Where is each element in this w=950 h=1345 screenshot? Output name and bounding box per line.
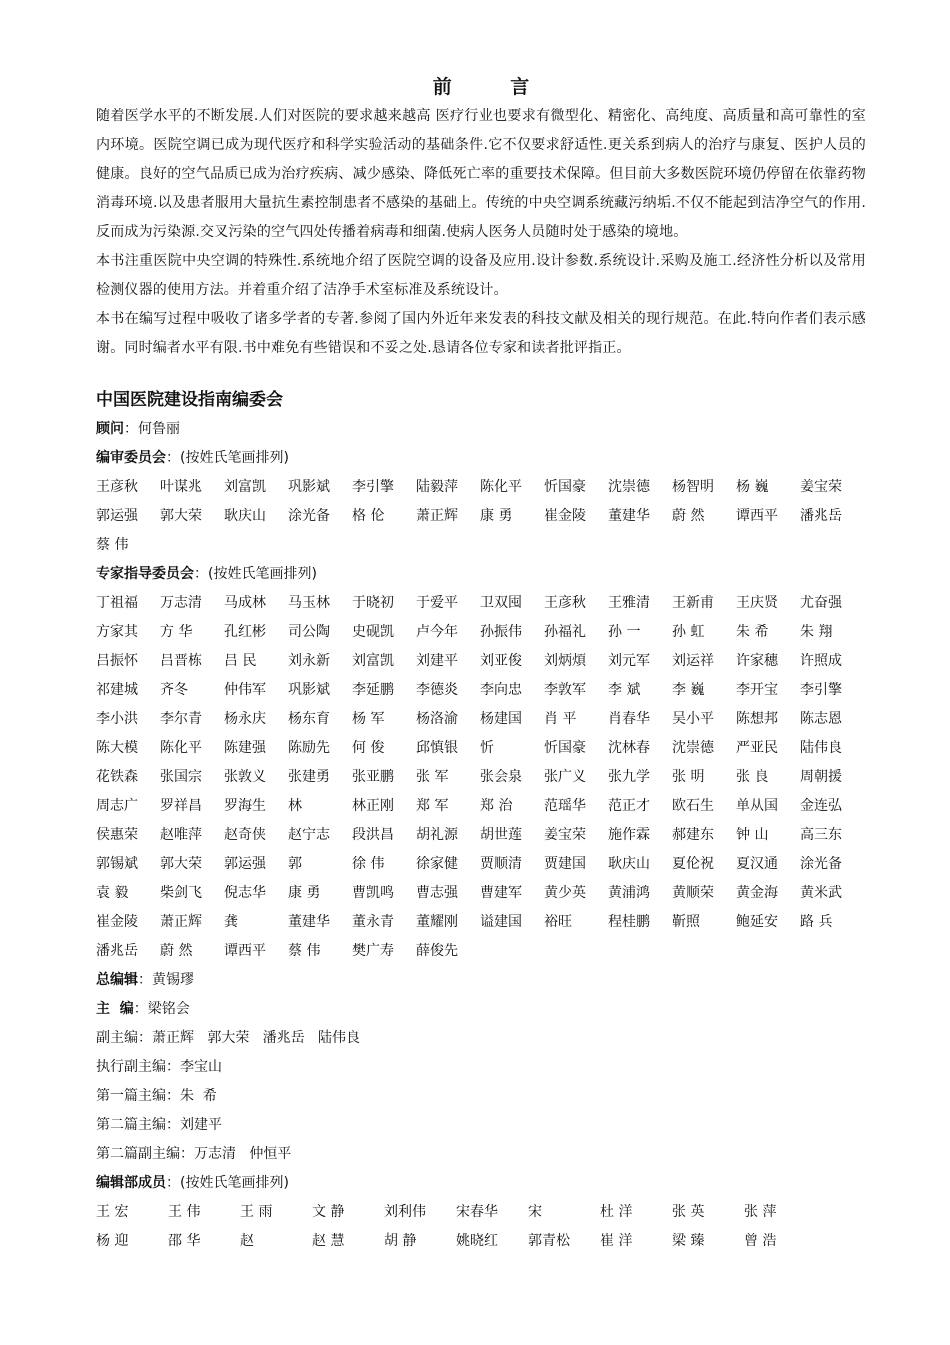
expert-committee-label: 专家指导委员会 (96, 566, 194, 582)
editor-line (96, 995, 866, 1024)
member-name: 沈崇德 (608, 479, 650, 495)
member-name: 赵宁志 (288, 827, 330, 843)
member-name: 高三东 (800, 827, 842, 843)
chief-editor-name: ：黄锡璆 (138, 972, 194, 988)
member-name: 蔡 伟 (288, 943, 321, 959)
member-name: 袁 毅 (96, 885, 129, 901)
member-name: 肖 平 (544, 711, 577, 727)
member-name: 姜宝荣 (800, 479, 842, 495)
member-name: 陈励先 (288, 740, 330, 756)
member-name: 黄顺荣 (672, 885, 714, 901)
member-name: 方家其 (96, 624, 138, 640)
part1-editor-name: ：朱 希 (166, 1088, 217, 1104)
member-name: 宋 (528, 1204, 542, 1220)
member-name: 沈林春 (608, 740, 650, 756)
exec-deputy-name: ：李宝山 (166, 1059, 222, 1075)
member-name: 孙福礼 (544, 624, 586, 640)
expert-member-list (96, 589, 866, 966)
member-name: 董建华 (608, 508, 650, 524)
member-name: 李 斌 (608, 682, 641, 698)
member-name: 姚晓红 (456, 1233, 498, 1249)
member-name: 康 勇 (480, 508, 513, 524)
member-name: 陈志恩 (800, 711, 842, 727)
part2-deputy-line (96, 1140, 866, 1169)
member-name: 陈建强 (224, 740, 266, 756)
member-name: 周朝援 (800, 769, 842, 785)
member-name: 崔金陵 (544, 508, 586, 524)
member-name: 杨 巍 (736, 479, 769, 495)
member-name: 陈想邦 (736, 711, 778, 727)
member-name: 陆毅萍 (416, 479, 458, 495)
member-name: 尤奋强 (800, 595, 842, 611)
part2-editor-line (96, 1111, 866, 1140)
member-name: 宋春华 (456, 1204, 498, 1220)
member-name: 吴小平 (672, 711, 714, 727)
member-name: 李小洪 (96, 711, 138, 727)
member-name: 郭大荣 (160, 856, 202, 872)
member-name: 施作霖 (608, 827, 650, 843)
member-name: 徐家健 (416, 856, 458, 872)
member-name: 林 (288, 798, 302, 814)
member-name: 萧正辉 (416, 508, 458, 524)
chief-editor-label: 总编辑 (96, 972, 138, 988)
member-name: 董耀刚 (416, 914, 458, 930)
member-name: 陆伟良 (800, 740, 842, 756)
member-name: 杨 军 (352, 711, 385, 727)
staff-note: ：(按姓氏笔画排列) (166, 1175, 289, 1191)
member-name: 刘永新 (288, 653, 330, 669)
member-name: 王新甫 (672, 595, 714, 611)
preface-paragraph: 本书在编写过程中吸收了诸多学者的专著.参阅了国内外近年来发表的科技文献及相关的现行规范。在此.特向作者们表示感谢。同时编者水平有限.书中难免有些错误和不妥之处.恳请各位专家和读者批评指正。 (96, 311, 866, 356)
member-name: 董建华 (288, 914, 330, 930)
member-name: 朱 希 (736, 624, 769, 640)
member-name: 胡 静 (384, 1233, 417, 1249)
member-name: 王 雨 (240, 1204, 273, 1220)
member-name: 李敦军 (544, 682, 586, 698)
member-name: 李引擎 (352, 479, 394, 495)
member-name: 卫双囤 (480, 595, 522, 611)
member-name: 邵 华 (168, 1233, 201, 1249)
member-name: 欧石生 (672, 798, 714, 814)
expert-committee-note: ：(按姓氏笔画排列) (194, 566, 317, 582)
member-name: 龚 (224, 914, 238, 930)
member-name: 忻国豪 (544, 740, 586, 756)
advisor-name: ：何鲁丽 (124, 421, 180, 437)
member-name: 裕旺 (544, 914, 572, 930)
member-name: 郑 军 (416, 798, 449, 814)
member-name: 孔红彬 (224, 624, 266, 640)
member-name: 郭青松 (528, 1233, 570, 1249)
member-name: 吕 民 (224, 653, 257, 669)
member-name: 蔡 伟 (96, 537, 129, 553)
member-name: 王 宏 (96, 1204, 129, 1220)
member-name: 曹凯鸣 (352, 885, 394, 901)
committee-title: 中国医院建设指南编委会 (96, 390, 283, 410)
member-name: 黄浦鸿 (608, 885, 650, 901)
member-name: 程桂鹏 (608, 914, 650, 930)
member-name: 赵 (240, 1233, 254, 1249)
member-name: 陈化平 (480, 479, 522, 495)
member-name: 曾 浩 (744, 1233, 777, 1249)
member-name: 张 军 (416, 769, 449, 785)
member-name: 文 静 (312, 1204, 345, 1220)
preface-text (96, 102, 866, 363)
exec-deputy-label: 执行副主编 (96, 1059, 166, 1075)
member-name: 丁祖福 (96, 595, 138, 611)
member-name: 薛俊先 (416, 943, 458, 959)
member-name: 耿庆山 (224, 508, 266, 524)
member-name: 崔金陵 (96, 914, 138, 930)
member-name: 涂光备 (800, 856, 842, 872)
member-name: 于晓初 (352, 595, 394, 611)
chief-editor-line (96, 966, 866, 995)
member-name: 贾顺清 (480, 856, 522, 872)
preface-title: 前 言 (432, 76, 556, 98)
member-name: 王彦秋 (544, 595, 586, 611)
member-name: 孙 一 (608, 624, 641, 640)
member-name: 花铁森 (96, 769, 138, 785)
member-name: 马玉林 (288, 595, 330, 611)
member-name: 李延鹏 (352, 682, 394, 698)
member-name: 杨东育 (288, 711, 330, 727)
part2-deputy-label: 第二篇副主编 (96, 1146, 180, 1162)
member-name: 金连弘 (800, 798, 842, 814)
member-name: 曹志强 (416, 885, 458, 901)
member-name: 周志广 (96, 798, 138, 814)
member-name: 靳照 (672, 914, 700, 930)
member-name: 刘富凯 (224, 479, 266, 495)
member-name: 卢今年 (416, 624, 458, 640)
member-name: 史砚凯 (352, 624, 394, 640)
part1-editor-label: 第一篇主编 (96, 1088, 166, 1104)
member-name: 曹建军 (480, 885, 522, 901)
member-name: 刘炳煩 (544, 653, 586, 669)
member-name: 侯惠荣 (96, 827, 138, 843)
expert-committee-heading (96, 560, 866, 589)
member-name: 巩影斌 (288, 682, 330, 698)
member-name: 李德炎 (416, 682, 458, 698)
member-name: 刘运祥 (672, 653, 714, 669)
member-name: 黄金海 (736, 885, 778, 901)
advisor-label: 顾问 (96, 421, 124, 437)
member-name: 赵奇侠 (224, 827, 266, 843)
member-name: 沈崇德 (672, 740, 714, 756)
member-name: 张敦义 (224, 769, 266, 785)
member-name: 张 萍 (744, 1204, 777, 1220)
member-name: 刘元军 (608, 653, 650, 669)
member-name: 蔚 然 (160, 943, 193, 959)
member-name: 谭西平 (736, 508, 778, 524)
member-name: 夏伦祝 (672, 856, 714, 872)
member-name: 张 明 (672, 769, 705, 785)
member-name: 李引擎 (800, 682, 842, 698)
member-name: 孙 虹 (672, 624, 705, 640)
member-name: 李 巍 (672, 682, 705, 698)
review-committee-note: ：(按姓氏笔画排列) (166, 450, 289, 466)
member-name: 郭运强 (96, 508, 138, 524)
editor-name: ：梁铭会 (133, 1001, 190, 1017)
member-name: 巩影斌 (288, 479, 330, 495)
member-name: 忻 (480, 740, 494, 756)
member-name: 许照成 (800, 653, 842, 669)
member-name: 吕振怀 (96, 653, 138, 669)
member-name: 肖春华 (608, 711, 650, 727)
member-name: 杨建国 (480, 711, 522, 727)
member-name: 李向忠 (480, 682, 522, 698)
member-name: 陈大模 (96, 740, 138, 756)
member-name: 萧正辉 (160, 914, 202, 930)
staff-label: 编辑部成员 (96, 1175, 166, 1191)
member-name: 王雅清 (608, 595, 650, 611)
review-committee-label: 编审委员会 (96, 450, 166, 466)
member-name: 黄米武 (800, 885, 842, 901)
member-name: 张 良 (736, 769, 769, 785)
member-name: 万志清 (160, 595, 202, 611)
member-name: 王彦秋 (96, 479, 138, 495)
member-name: 何 俊 (352, 740, 385, 756)
member-name: 潘兆岳 (96, 943, 138, 959)
member-name: 蔚 然 (672, 508, 705, 524)
member-name: 崔 洋 (600, 1233, 633, 1249)
member-name: 马成林 (224, 595, 266, 611)
member-name: 仲伟军 (224, 682, 266, 698)
member-name: 黄少英 (544, 885, 586, 901)
member-name: 范瑶华 (544, 798, 586, 814)
member-name: 路 兵 (800, 914, 833, 930)
deputy-editor-line (96, 1024, 866, 1053)
member-name: 朱 翔 (800, 624, 833, 640)
member-name: 张亚鹏 (352, 769, 394, 785)
part1-editor-line (96, 1082, 866, 1111)
exec-deputy-line (96, 1053, 866, 1082)
member-name: 胡礼源 (416, 827, 458, 843)
member-name: 郭运强 (224, 856, 266, 872)
member-name: 赵唯萍 (160, 827, 202, 843)
part2-deputy-names: ：万志清 仲恒平 (180, 1146, 292, 1162)
member-name: 祁建城 (96, 682, 138, 698)
member-name: 王 伟 (168, 1204, 201, 1220)
member-name: 刘富凯 (352, 653, 394, 669)
member-name: 王庆贤 (736, 595, 778, 611)
member-name: 鲍延安 (736, 914, 778, 930)
page-body (96, 72, 866, 1256)
member-name: 杨 迎 (96, 1233, 129, 1249)
member-name: 张广义 (544, 769, 586, 785)
member-name: 张九学 (608, 769, 650, 785)
member-name: 张 英 (672, 1204, 705, 1220)
member-name: 刘亚俊 (480, 653, 522, 669)
review-member-list (96, 473, 866, 560)
member-name: 刘建平 (416, 653, 458, 669)
member-name: 杨永庆 (224, 711, 266, 727)
member-name: 涂光备 (288, 508, 330, 524)
member-name: 姜宝荣 (544, 827, 586, 843)
member-name: 张建勇 (288, 769, 330, 785)
member-name: 郭锡斌 (96, 856, 138, 872)
member-name: 叶谋兆 (160, 479, 202, 495)
member-name: 杨洛渝 (416, 711, 458, 727)
member-name: 郝建东 (672, 827, 714, 843)
member-name: 段洪昌 (352, 827, 394, 843)
member-name: 谥建国 (480, 914, 522, 930)
member-name: 张会泉 (480, 769, 522, 785)
member-name: 郭大荣 (160, 508, 202, 524)
member-name: 林正刚 (352, 798, 394, 814)
advisor-line (96, 415, 866, 444)
member-name: 徐 伟 (352, 856, 385, 872)
member-name: 杨智明 (672, 479, 714, 495)
member-name: 胡世莲 (480, 827, 522, 843)
member-name: 郭 (288, 856, 302, 872)
member-name: 潘兆岳 (800, 508, 842, 524)
member-name: 罗祥昌 (160, 798, 202, 814)
deputy-editor-label: 副主编 (96, 1030, 138, 1046)
member-name: 于爱平 (416, 595, 458, 611)
member-name: 司公陶 (288, 624, 330, 640)
member-name: 罗海生 (224, 798, 266, 814)
member-name: 樊广寿 (352, 943, 394, 959)
member-name: 陈化平 (160, 740, 202, 756)
preface-paragraph: 本书注重医院中央空调的特殊性.系统地介绍了医院空调的设备及应用.设计参数.系统设计.采购及施工.经济性分析以及常用检测仪器的使用方法。并着重介绍了洁净手术室标准及系统设计。 (96, 253, 866, 298)
member-name: 范正才 (608, 798, 650, 814)
member-name: 孙振伟 (480, 624, 522, 640)
member-name: 钟 山 (736, 827, 769, 843)
member-name: 忻国豪 (544, 479, 586, 495)
staff-heading (96, 1169, 866, 1198)
member-name: 谭西平 (224, 943, 266, 959)
member-name: 倪志华 (224, 885, 266, 901)
member-name: 方 华 (160, 624, 193, 640)
member-name: 刘利伟 (384, 1204, 426, 1220)
editor-label: 主 编 (96, 1001, 134, 1017)
member-name: 柴剑飞 (160, 885, 202, 901)
member-name: 张国宗 (160, 769, 202, 785)
member-name: 吕晋栋 (160, 653, 202, 669)
member-name: 李开宝 (736, 682, 778, 698)
member-name: 杜 洋 (600, 1204, 633, 1220)
member-name: 康 勇 (288, 885, 321, 901)
member-name: 梁 臻 (672, 1233, 705, 1249)
member-name: 郑 治 (480, 798, 513, 814)
member-name: 贾建国 (544, 856, 586, 872)
member-name: 严亚民 (736, 740, 778, 756)
part2-editor-name: ：刘建平 (166, 1117, 222, 1133)
member-name: 李尔青 (160, 711, 202, 727)
member-name: 邱慎银 (416, 740, 458, 756)
member-name: 赵 慧 (312, 1233, 345, 1249)
member-name: 单从国 (736, 798, 778, 814)
staff-member-list (96, 1198, 866, 1256)
member-name: 齐冬 (160, 682, 188, 698)
member-name: 许家穗 (736, 653, 778, 669)
member-name: 格 伦 (352, 508, 385, 524)
part2-editor-label: 第二篇主编 (96, 1117, 166, 1133)
member-name: 夏汉通 (736, 856, 778, 872)
preface-paragraph: 随着医学水平的不断发展.人们对医院的要求越来越高 医疗行业也要求有微型化、精密化、高纯度、高质量和高可靠性的室内环境。医院空调已成为现代医疗和科学实验活动的基础条件.它不仅要求舒适性.更关系到病人的治疗与康复、医护人员的健康。良好的空气品质已成为治疗疾病、减少感染、降低死亡率的重要技术保障。但目前大多数医院环境仍停留在依靠药物消毒环境.以及患者服用大量抗生素控制患者不感染的基础上。传统的中央空调系统藏污纳垢.不仅不能起到洁净空气的作用.反而成为污染源.交叉污染的空气四处传播着病毒和细菌.使病人医务人员随时处于感染的境地。 (96, 108, 866, 240)
review-committee-heading (96, 444, 866, 473)
member-name: 耿庆山 (608, 856, 650, 872)
member-name: 董永青 (352, 914, 394, 930)
deputy-editor-names: ：萧正辉 郭大荣 潘兆岳 陆伟良 (138, 1030, 361, 1046)
